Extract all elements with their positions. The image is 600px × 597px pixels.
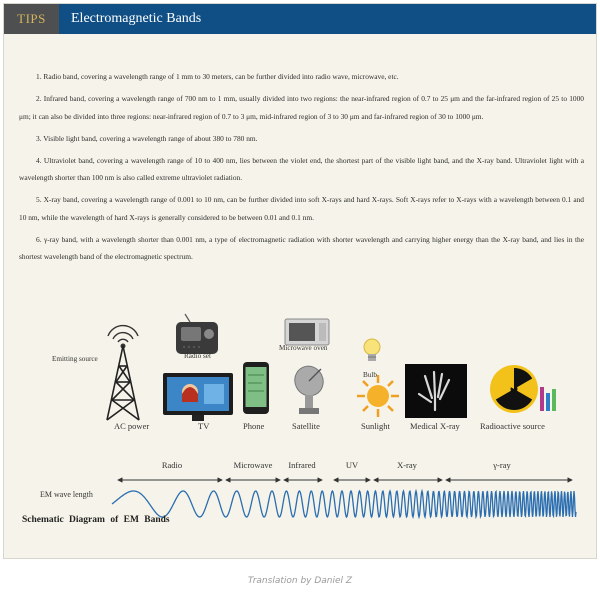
translation-caption: Translation by Daniel Z — [247, 576, 353, 586]
radio-set-icon — [172, 312, 222, 356]
radio-set-label: Radio set — [184, 352, 211, 360]
band-label-radio: Radio — [161, 460, 183, 470]
phone-icon — [242, 361, 270, 415]
sun-icon — [356, 374, 400, 418]
band-label-microwave: Microwave — [233, 460, 273, 470]
radiation-icon — [488, 363, 560, 417]
panel-title: Electromagnetic Bands — [59, 4, 596, 34]
band-label-infrared: Infrared — [288, 460, 316, 470]
band-label-uv: UV — [345, 460, 359, 470]
satellite-label: Satellite — [292, 421, 320, 431]
tv-label: TV — [198, 421, 210, 431]
paragraph-infrared: 2. Infrared band, covering a wavelength range of 700 nm to 1 mm, usually divided into two regions: the near-infrared region of 0.7 to 25 μm and the far-infrared region of 25 to 1000 μm; it can also be divided into three regions: near-infrared region of 0.7 to 3 μm, mid-infrared region of 3 to 30 μm and far-infrared region of 30 to 1000 μm. — [19, 93, 584, 121]
bulb-icon — [361, 337, 383, 365]
tips-badge: TIPS — [4, 4, 59, 34]
emitting-source-label: Emitting source — [52, 355, 98, 363]
paragraph-radio: 1. Radio band, covering a wavelength range of 1 mm to 30 meters, can be further divided into radio wave, microwave, etc. — [36, 72, 399, 81]
band-label-xray: X-ray — [397, 460, 417, 470]
paragraph-gamma: 6. γ-ray band, with a wavelength shorter than 0.001 nm, a type of electromagnetic radiation with shorter wavelength and carrying higher energy than the X-ray band, and lies in the shortest wavelength band of the electromagnetic spectrum. — [19, 234, 584, 262]
em-wave — [112, 491, 576, 517]
header — [4, 4, 596, 34]
medical-xray-label: Medical X-ray — [410, 421, 460, 431]
tv-icon — [162, 372, 234, 422]
satellite-dish-icon — [291, 363, 329, 415]
band-descriptions — [19, 68, 584, 270]
bulb-label: Bulb — [363, 371, 377, 379]
paragraph-visible: 3. Visible light band, covering a wavelength range of about 380 to 780 nm. — [36, 133, 258, 143]
ac-power-label: AC power — [114, 421, 150, 431]
paragraph-ultraviolet: 4. Ultraviolet band, covering a wavelength range of 10 to 400 nm, lies between the violet end, the shortest part of the visible light band, and the X-ray band. Ultraviolet light with a wavelength shorter than 100 nm is also called extreme ultraviolet radiation. — [19, 155, 584, 183]
phone-label: Phone — [243, 421, 265, 431]
radioactive-source-label: Radioactive source — [480, 421, 545, 431]
sunlight-label: Sunlight — [361, 421, 390, 431]
microwave-oven-label: Microwave oven — [279, 344, 328, 352]
radio-tower-icon — [98, 324, 148, 422]
schematic-title: Schematic Diagram of EM Bands — [22, 515, 170, 525]
paragraph-xray: 5. X-ray band, covering a wavelength range of 0.001 to 10 nm, can be further divided into soft X-rays and hard X-rays. Soft X-rays refer to X-rays with a wavelength between 0.1 and 10 nm, while the wavelength of hard X-rays is generally considered to be between 0.01 and 0.1 nm. — [19, 195, 584, 222]
xray-hand-icon — [405, 364, 467, 418]
band-label-gamma: γ-ray — [493, 460, 511, 470]
microwave-oven-icon — [284, 318, 330, 346]
em-wavelength-label: EM wave length — [40, 490, 93, 499]
